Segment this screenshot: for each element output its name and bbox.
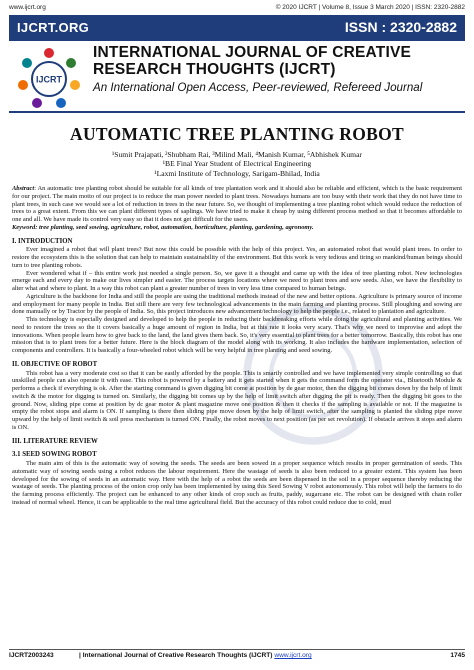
section-heading-literature-review: III. LITERATURE REVIEW	[12, 437, 98, 445]
author-dept: ¹BE Final Year Student of Electrical Engineering	[162, 159, 312, 169]
footer-divider	[9, 649, 465, 650]
page-header	[9, 4, 465, 14]
banner-brand: IJCRT.ORG	[17, 20, 90, 35]
intro-paragraph-2: Ever wondered what if – this entire work just needed a single person. So, we gave it a thought and came up with the idea of tree planting robot. New technologies emerge each and every day to make our lives simpler and easier. The process targets locations where we need to plant trees and sow seeds. Also, we have the flexibility to alter what and where to plant. In a way this robot can plant a greater number of trees in very less time compared to human beings.	[12, 269, 462, 292]
banner-bar	[9, 15, 465, 41]
footer-journal-name: International Journal of Creative Research Thoughts (IJCRT)	[82, 652, 273, 659]
journal-subtitle: An International Open Access, Peer-reviewed, Refereed Journal	[93, 81, 423, 94]
author-list: ¹Sumit Prajapati, ²Shubham Rai, ³Milind Mali, ⁴Manish Kumar, ⁵Abhishek Kumar	[112, 150, 362, 159]
footer-paper-id: IJCRT2003243	[9, 652, 54, 659]
seed-sowing-paragraph: The main aim of this is the automatic way of sowing the seeds. The seeds are been sowed in a proper sequence which results in proper germination of seeds. This automatic way of sowing seeds using a robot reduces the labour requirement. Here the wastage of seeds is also been reduced to a greater extent. This system has been developed for the sowing of seeds in an automatic way. Here with the help of a robot the seeds are been dispensed in the soil in a proper sequence thereby reducing the wastage of seeds. The planting process of the onion crop only has been implemented by using this Seed Sowing V robot autonomously. This robot will help the farmers to do the farming process efficiently. The project can be enhanced to any other kinds of crop such as fruits, paddy, sugarcane etc. The robot can be designed with chain roller instead of normal wheel. Hence, it can be applicable to the real time agricultural field. But the accuracy of this robot could reduce due to cold, mud	[12, 460, 462, 506]
abstract-text: : An automatic tree planting robot should be suitable for all kinds of tree plantation work and it should also be reliable and efficient, which is the basic requirement for our project. The main motto of our project is to reduce the man power needed to plant trees. Nowadays humans are too busy with their work that they do not have time to plant trees, in such case we would see a lot of reduction in trees in the near future. So, we thought of implementing a tree planting robot which would reduce the reduction of trees to a great extent. From this we can plant different types of saplings. We have tried to make it cheap by using different process method so that it becomes affordable to one and all. We have made its control very easy so that it does not get difficult for the users.	[12, 185, 462, 223]
intro-paragraph-1: Ever imagined a robot that will plant trees? But now this could be possible with the help of this project. Yes, an automated robot that would plant trees. In order to restore the ecosystem this is the solution that can help to maintain sustainability of the environment. But this work is very tedious and tiring so mankind/human beings should turn to tree planting robots.	[12, 246, 462, 269]
intro-paragraph-4: This technology is especially designed and developed to help the people in reducing their backbreaking efforts while doing the agricultural and planting activities. We need to restore the trees so the it covers basically a huge amount of region in India, but at this rate it looks very scary. That's why we need to improvise and adopt the innovations. When people learn how to give back to the land, the land gives them back. So, it's very essential to plant trees for a better tomorrow. Basically, this robot has one mission that is to plant trees for a better future. Here is the block diagram of the model along with its working. It also includes the hardware implementation, selection of components and controllers. It is basically a four-wheeled robot which will be very helpful in tree planting and seed sowing.	[12, 316, 462, 354]
subsection-heading-seed-sowing: 3.1 SEED SOWING ROBOT	[12, 451, 97, 459]
banner-divider	[9, 111, 465, 113]
journal-banner	[9, 15, 465, 114]
journal-title-line2: RESEARCH THOUGHTS (IJCRT)	[93, 61, 336, 78]
paper-title: AUTOMATIC TREE PLANTING ROBOT	[70, 124, 404, 144]
footer-page-number: 1745	[450, 652, 465, 659]
intro-paragraph-3: Agriculture is the backbone for India and still the people are using the traditional methods instead of the new and better options. Agriculture is primary source of income and employment for many people in India. But still there are very few technological advancements in the main farming and planting process. Still ploughing and sowing are done manually or by Tractor by the people of India. So, this project introduces new advancement/technology to help the people i.e., related to plantation and agriculture.	[12, 292, 462, 316]
journal-title-line1: INTERNATIONAL JOURNAL OF CREATIVE	[93, 44, 412, 61]
keywords-label: Keyword	[12, 223, 36, 231]
keywords-text: : tree planting, seed sowing, agriculture, robot, automation, horticulture, planting, gardening, agronomy.	[35, 223, 314, 231]
journal-logo-icon	[13, 45, 85, 111]
journal-title	[93, 44, 463, 78]
author-block	[9, 150, 465, 178]
banner-issn: ISSN : 2320-2882	[344, 19, 457, 35]
author-institute: ¹Laxmi Institute of Technology, Sarigam-Bhilad, India	[154, 168, 320, 178]
header-meta: © 2020 IJCRT | Volume 8, Issue 3 March 2020 | ISSN: 2320-2882	[275, 4, 465, 11]
page-footer	[9, 652, 465, 664]
keywords	[12, 224, 462, 232]
logo-text: IJCRT	[35, 74, 63, 85]
section-heading-objective: II. OBJECTIVE OF ROBOT	[12, 360, 98, 368]
section-heading-introduction: I. INTRODUCTION	[12, 237, 73, 245]
abstract	[12, 185, 462, 224]
header-url[interactable]: www.ijcrt.org	[9, 4, 46, 11]
footer-journal: | International Journal of Creative Research Thoughts (IJCRT) www.ijcrt.org	[79, 652, 312, 659]
objective-paragraph: This robot has a very moderate cost so that it can be easily afforded by the people. This is smartly controlled and we have implemented very simple controlling so that unskilled people can also operate it with ease. This robot is powered by a battery and it gets started when it gets the command form the operator via., Bluetooth Module & performs a check if everything is ok. After the starting command is given digging bit come at position by de gear motor, then the digging bit comes down by the help of limit switch & the motor for digging is turned on. Similarly, the digging bit comes up by the help of limit switch after digging the pit is ready. Then the digging bit goes to the ground. Now, sliding pipe come at position by dc gear motor & plant magazine move one position & then it checks if the sampling is available or not. If the magazine is empty the robot stops and alarm is ON. If sampling is there then sliding pipe move down by the help of limit switch, after the sampling is planted the sliding pipe move upward by the help of limit switch & soil press mechanism is turned ON. Finally, the robot moves to next position (as per set revolution). If obstacle arrives it stops and alarm is ON.	[12, 369, 462, 431]
footer-site-link[interactable]: www.ijcrt.org	[274, 652, 312, 659]
paper-body	[12, 185, 462, 507]
abstract-label: Abstract	[12, 185, 35, 192]
